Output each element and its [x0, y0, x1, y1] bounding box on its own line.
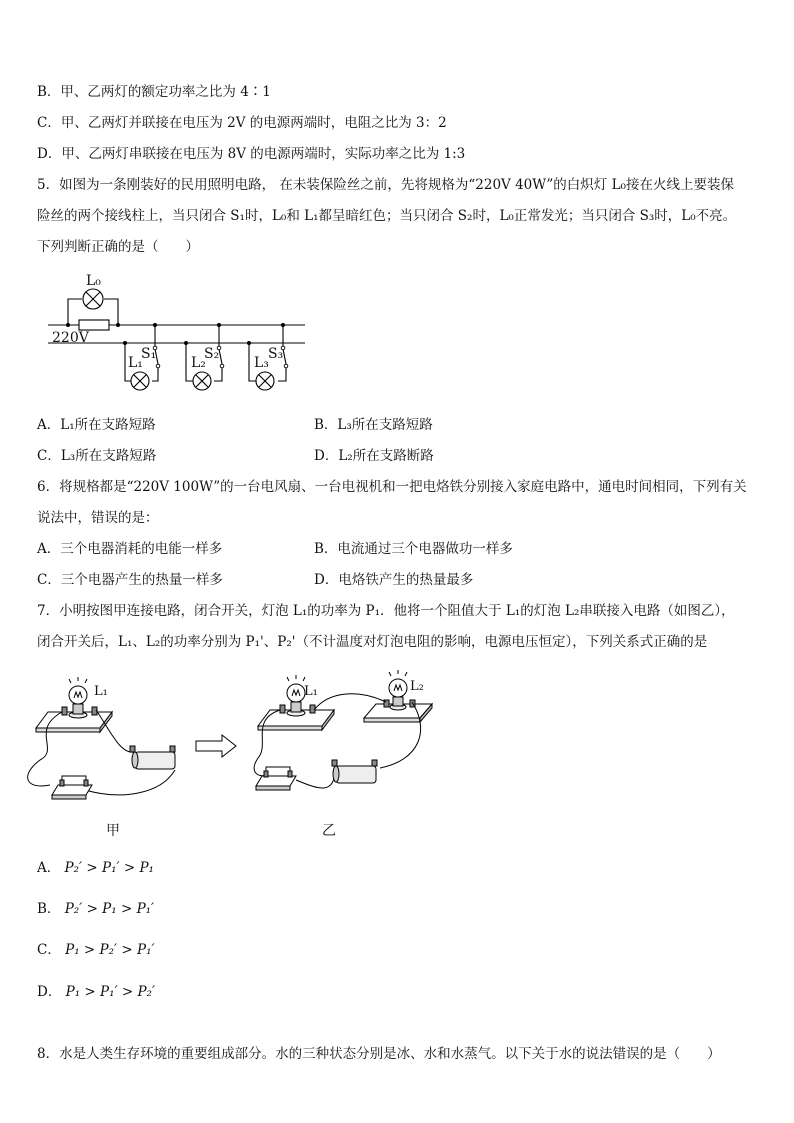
- q5-stem-line3: 下列判断正确的是（ ）: [37, 239, 199, 255]
- q7-option-c: [37, 941, 155, 959]
- q5-option-a: A．L₁所在支路短路: [37, 417, 156, 433]
- label-fig-jia-l1: L₁: [94, 684, 108, 699]
- label-l0: L₀: [86, 273, 101, 289]
- caption-jia: 甲: [106, 823, 120, 839]
- q7-option-d-label: D．: [37, 984, 62, 1000]
- q7-option-d: [37, 983, 155, 1001]
- q6-option-a: A．三个电器消耗的电能一样多: [37, 541, 223, 557]
- q7-option-c-label: C．: [37, 942, 61, 958]
- q7-option-a-label: A．: [37, 860, 61, 876]
- q5-option-b: B．L₃所在支路短路: [314, 417, 433, 433]
- label-l3: L₃: [254, 355, 269, 371]
- q5-option-d: D．L₂所在支路断路: [314, 448, 434, 464]
- q7-option-c-formula: P₁ > P₂′ > P₁′: [65, 942, 155, 958]
- q6-option-c: C．三个电器产生的热量一样多: [37, 572, 223, 588]
- q5-stem-line2: 险丝的两个接线柱上，当只闭合 S₁时，L₀和 L₁都呈暗红色；当只闭合 S₂时，L₀正常发光；当只闭合 S₃时，L₀不亮。: [37, 208, 737, 224]
- q6-stem-line2: 说法中，错误的是：: [37, 510, 159, 526]
- label-s1: S₁: [141, 346, 157, 362]
- q4-option-d: D．甲、乙两灯串联接在电压为 8V 的电源两端时，实际功率之比为 1:3: [37, 146, 466, 162]
- label-220v: 220V: [52, 330, 89, 346]
- label-l1: L₁: [128, 355, 143, 371]
- label-fig-yi-l1: L₁: [304, 684, 318, 699]
- label-fig-yi-l2: L₂: [410, 679, 424, 694]
- q6-option-d: D．电烙铁产生的热量最多: [314, 572, 474, 588]
- q7-option-a: [37, 859, 154, 877]
- q5-option-c: C．L₃所在支路短路: [37, 448, 157, 464]
- q7-stem-line2: 闭合开关后，L₁、L₂的功率分别为 P₁'、P₂'（不计温度对灯泡电阻的影响，电源电压恒定），下列关系式正确的是: [37, 634, 708, 650]
- q7-option-b-formula: P₂′ > P₁ > P₁′: [64, 901, 155, 917]
- q4-option-b: B．甲、乙两灯的额定功率之比为 4∶1: [37, 84, 271, 100]
- label-s2: S₂: [204, 346, 220, 362]
- q7-option-a-formula: P₂′ > P₁′ > P₁: [64, 860, 154, 876]
- label-l2: L₂: [191, 355, 206, 371]
- q7-option-b-label: B．: [37, 901, 61, 917]
- q7-option-d-formula: P₁ > P₁′ > P₂′: [65, 984, 156, 1000]
- q7-stem-line1: 7．小明按图甲连接电路，闭合开关，灯泡 L₁的功率为 P₁．他将一个阻值大于 L₁的灯泡 L₂串联接入电路（如图乙），: [37, 603, 735, 619]
- label-s3: S₃: [268, 346, 284, 362]
- caption-yi: 乙: [322, 823, 336, 839]
- q6-stem-line1: 6．将规格都是“220V 100W”的一台电风扇、一台电视机和一把电烙铁分别接入家庭电路中，通电时间相同，下列有关: [37, 479, 747, 495]
- q5-stem-line1: 5．如图为一条刚装好的民用照明电路， 在未装保险丝之前，先将规格为“220V 40W”的白炽灯 L₀接在火线上要装保: [37, 177, 734, 193]
- q7-option-b: [37, 900, 154, 918]
- q8-stem-line1: 8．水是人类生存环境的重要组成部分。水的三种状态分别是冰、水和水蒸气。以下关于水的说法错误的是（ ）: [37, 1046, 721, 1062]
- q6-option-b: B．电流通过三个电器做功一样多: [314, 541, 513, 557]
- q4-option-c: C．甲、乙两灯并联接在电压为 2V 的电源两端时，电阻之比为 3：2: [37, 115, 447, 131]
